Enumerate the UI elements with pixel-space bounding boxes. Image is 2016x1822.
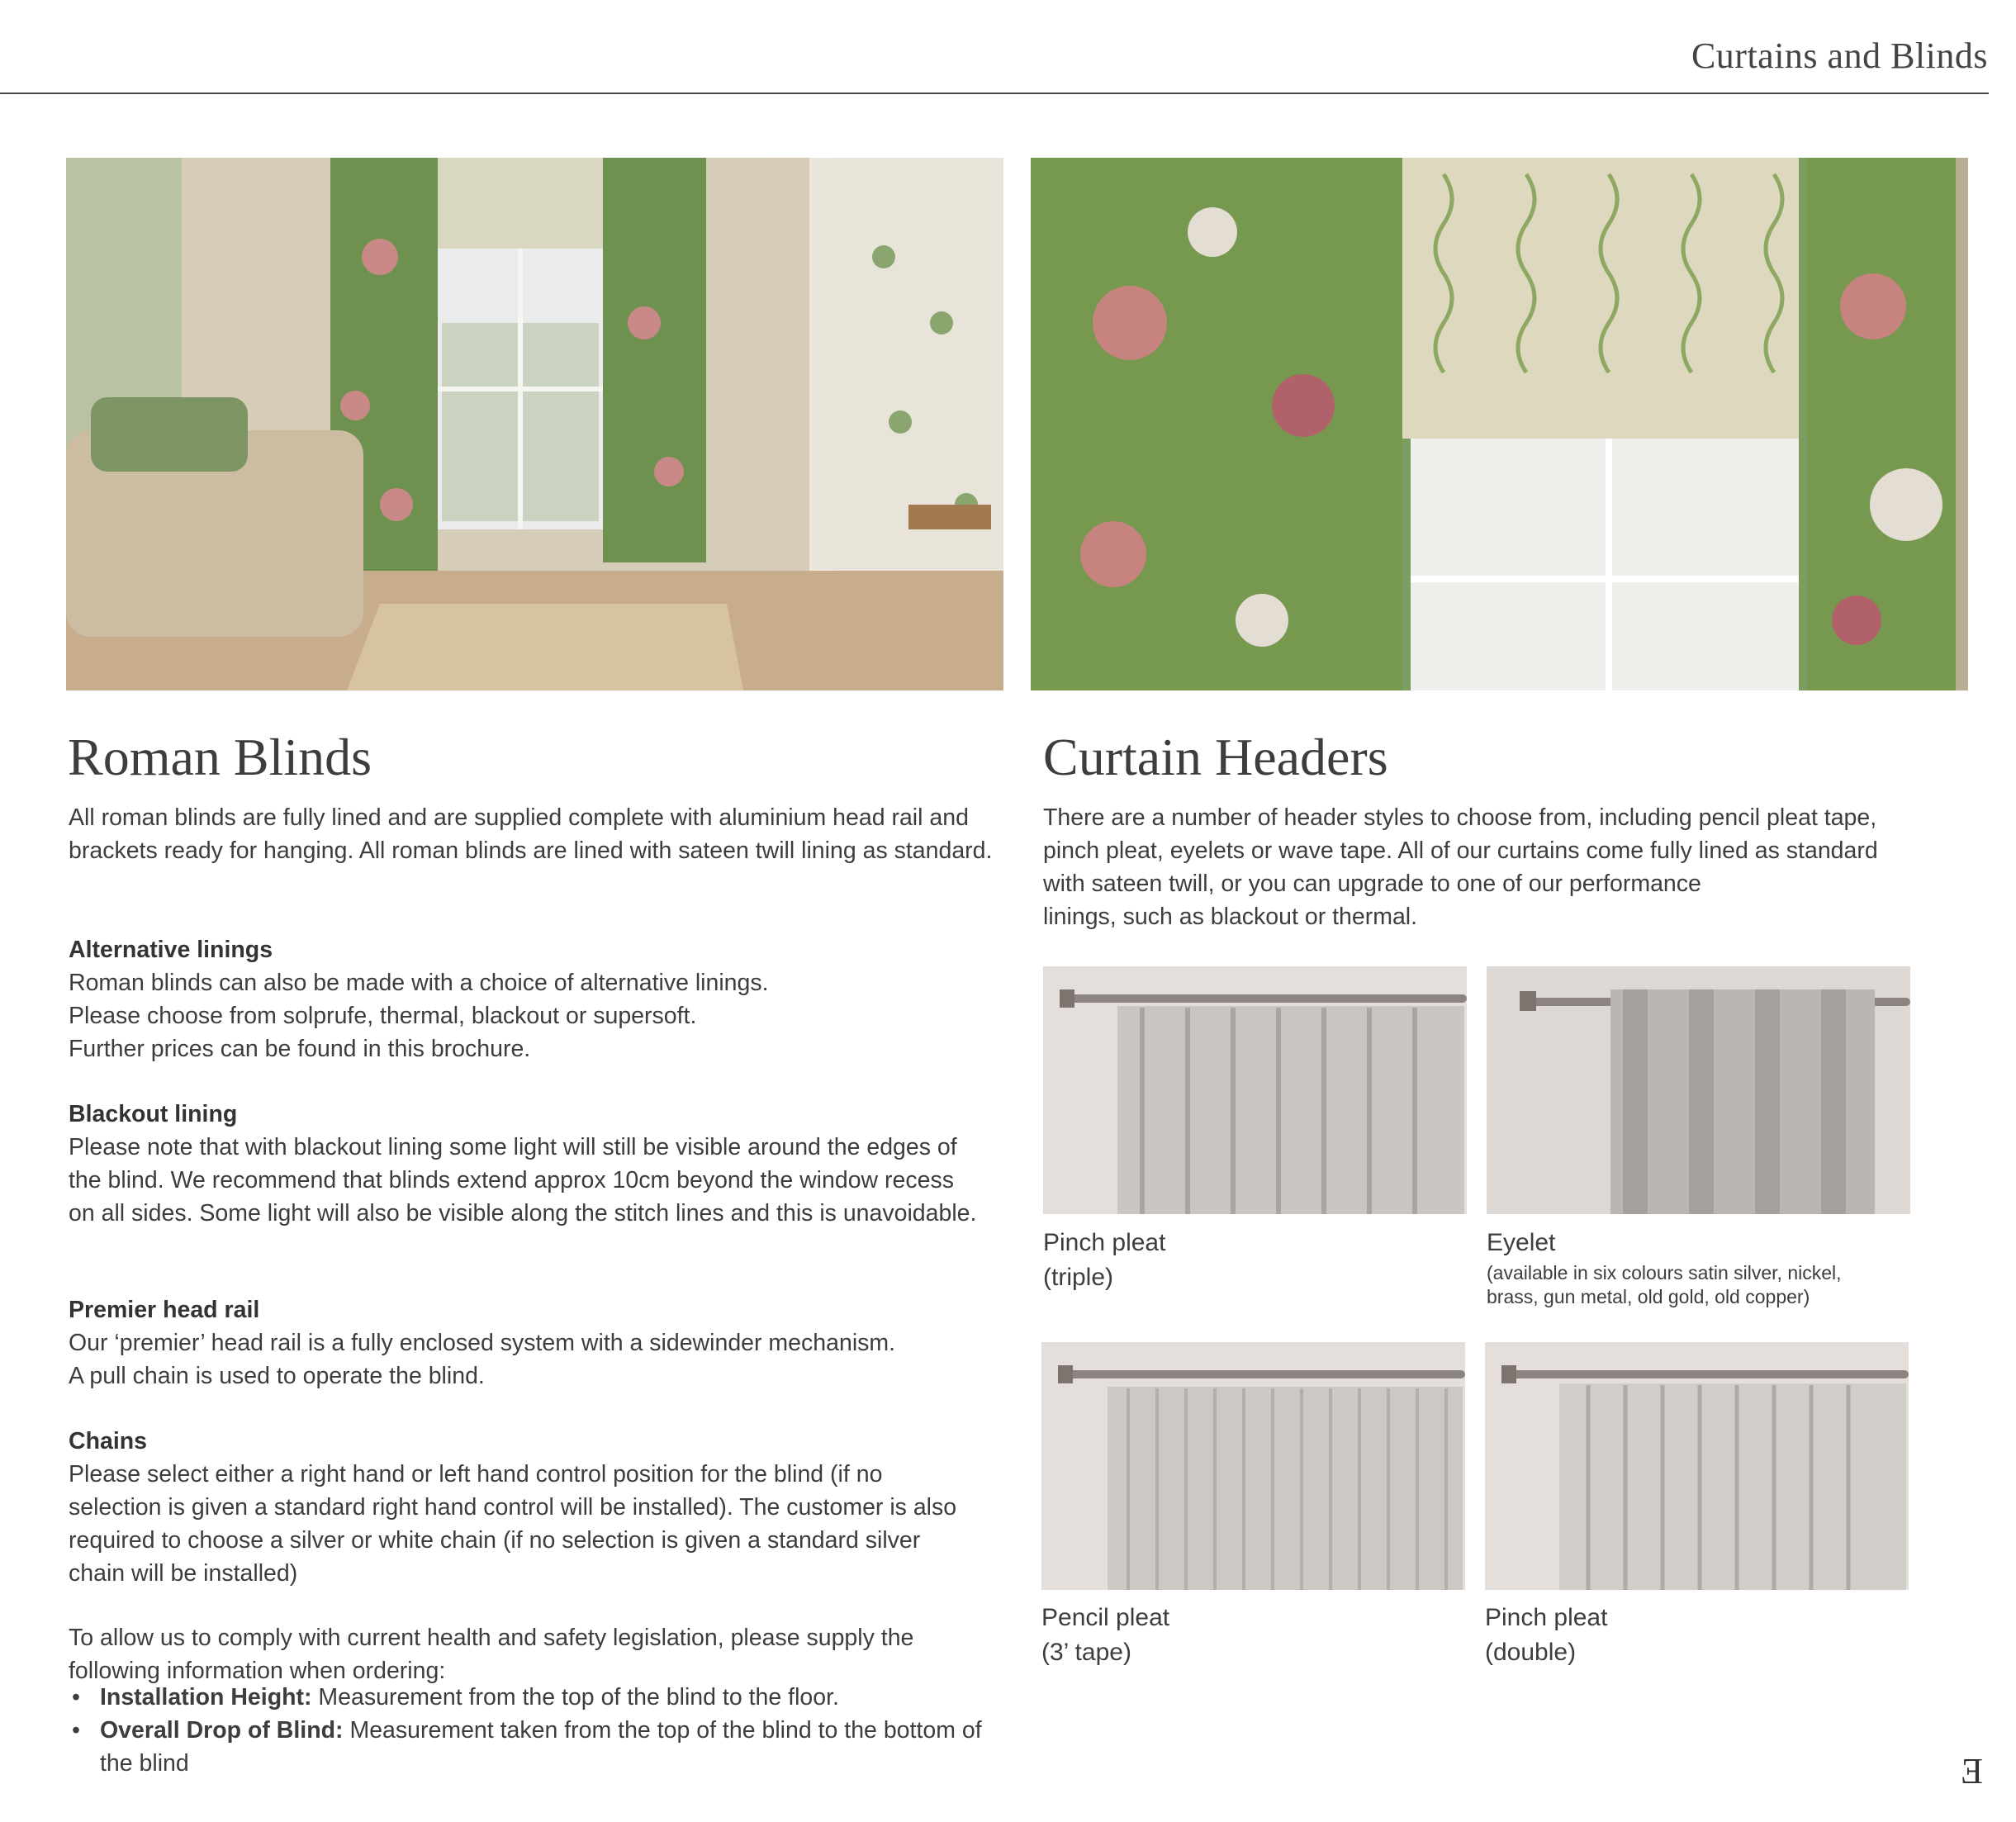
- alternative-linings-heading: Alternative linings: [69, 937, 273, 963]
- alternative-linings-block: [69, 933, 1002, 1065]
- premier-head-rail-line: A pull chain is used to operate the blind.: [69, 1363, 485, 1389]
- bullet-label: Overall Drop of Blind:: [100, 1717, 344, 1744]
- eyelet-image: [1487, 966, 1910, 1214]
- style-detail: (3’ tape): [1041, 1639, 1131, 1666]
- alternative-linings-line: Roman blinds can also be made with a choice of alternative linings.: [69, 970, 769, 996]
- floral-curtains-photo: [1031, 158, 1968, 690]
- eyelet-note-line: brass, gun metal, old gold, old copper): [1487, 1286, 1810, 1307]
- premier-head-rail-block: [69, 1293, 1002, 1393]
- bullet-text: Measurement taken from the top of the blind to the bottom of the blind: [100, 1717, 982, 1777]
- premier-head-rail-heading: Premier head rail: [69, 1297, 260, 1323]
- headers-intro-line: pinch pleat, eyelets or wave tape. All of our curtains come fully lined as standard: [1043, 837, 1878, 864]
- style-name: Eyelet: [1487, 1229, 1556, 1256]
- blackout-lining-heading: Blackout lining: [69, 1101, 238, 1127]
- blackout-lining-text: Please note that with blackout lining some light will still be visible around the edges of the blind. We recommend that blinds extend approx 10cm beyond the window recess on all sides. Some light will also be visible along the stitch lines and this is unavoidable.: [69, 1134, 977, 1227]
- style-caption: [1041, 1601, 1169, 1670]
- chains-text: Please select either a right hand or left hand control position for the blind (if no selection is given a standard right hand control will be installed). The customer is also required to choose a silver or white chain (if no selection is given a standard silver chain will be installed): [69, 1461, 957, 1587]
- style-caption: [1485, 1601, 1607, 1670]
- roman-blinds-title: Roman Blinds: [68, 728, 372, 786]
- curtain-headers-intro: [1043, 801, 1968, 933]
- style-name: Pencil pleat: [1041, 1604, 1170, 1631]
- premier-head-rail-line: Our ‘premier’ head rail is a fully enclosed system with a sidewinder mechanism.: [69, 1330, 896, 1356]
- headers-intro-line: There are a number of header styles to choose from, including pencil pleat tape,: [1043, 804, 1877, 831]
- headers-intro-line: with sateen twill, or you can upgrade to one of our performance: [1043, 871, 1701, 897]
- bullet-marker: •: [72, 1684, 80, 1710]
- list-item: [69, 1681, 1002, 1714]
- ordering-info-list: [69, 1681, 1002, 1780]
- bullet-label: Installation Height:: [100, 1684, 312, 1710]
- pinch-pleat-triple-image: [1043, 966, 1467, 1214]
- curtain-headers-title: Curtain Headers: [1043, 728, 1388, 786]
- style-detail: (triple): [1043, 1264, 1114, 1291]
- header-divider: [0, 93, 1989, 94]
- headers-intro-line: linings, such as blackout or thermal.: [1043, 904, 1418, 930]
- chains-block: [69, 1425, 961, 1590]
- bullet-text: Measurement from the top of the blind to the floor.: [311, 1684, 839, 1710]
- living-room-photo: [66, 158, 1003, 690]
- alternative-linings-line: Further prices can be found in this brochure.: [69, 1036, 531, 1062]
- eyelet-note: [1487, 1261, 1842, 1309]
- style-name: Pinch pleat: [1043, 1229, 1166, 1256]
- style-name: Pinch pleat: [1485, 1604, 1608, 1631]
- style-caption: [1043, 1226, 1165, 1295]
- alternative-linings-line: Please choose from solprufe, thermal, blackout or supersoft.: [69, 1003, 697, 1029]
- blackout-lining-block: [69, 1098, 977, 1230]
- eyelet-note-line: (available in six colours satin silver, nickel,: [1487, 1262, 1842, 1283]
- chains-heading: Chains: [69, 1428, 148, 1454]
- pinch-pleat-double-image: [1485, 1342, 1909, 1590]
- pencil-pleat-image: [1041, 1342, 1465, 1590]
- list-item: [69, 1714, 1002, 1780]
- bullet-marker: •: [72, 1717, 80, 1744]
- style-detail: (double): [1485, 1639, 1577, 1666]
- roman-intro-text: All roman blinds are fully lined and are supplied complete with aluminium head rail and brackets ready for hanging. All roman blinds are lined with sateen twill lining as standard.: [69, 804, 993, 864]
- safety-text: To allow us to comply with current health and safety legislation, please supply the following information when ordering:: [69, 1625, 914, 1684]
- page-header-title: Curtains and Blinds: [1691, 36, 1988, 76]
- brand-logo: Ǝ: [1961, 1751, 1983, 1791]
